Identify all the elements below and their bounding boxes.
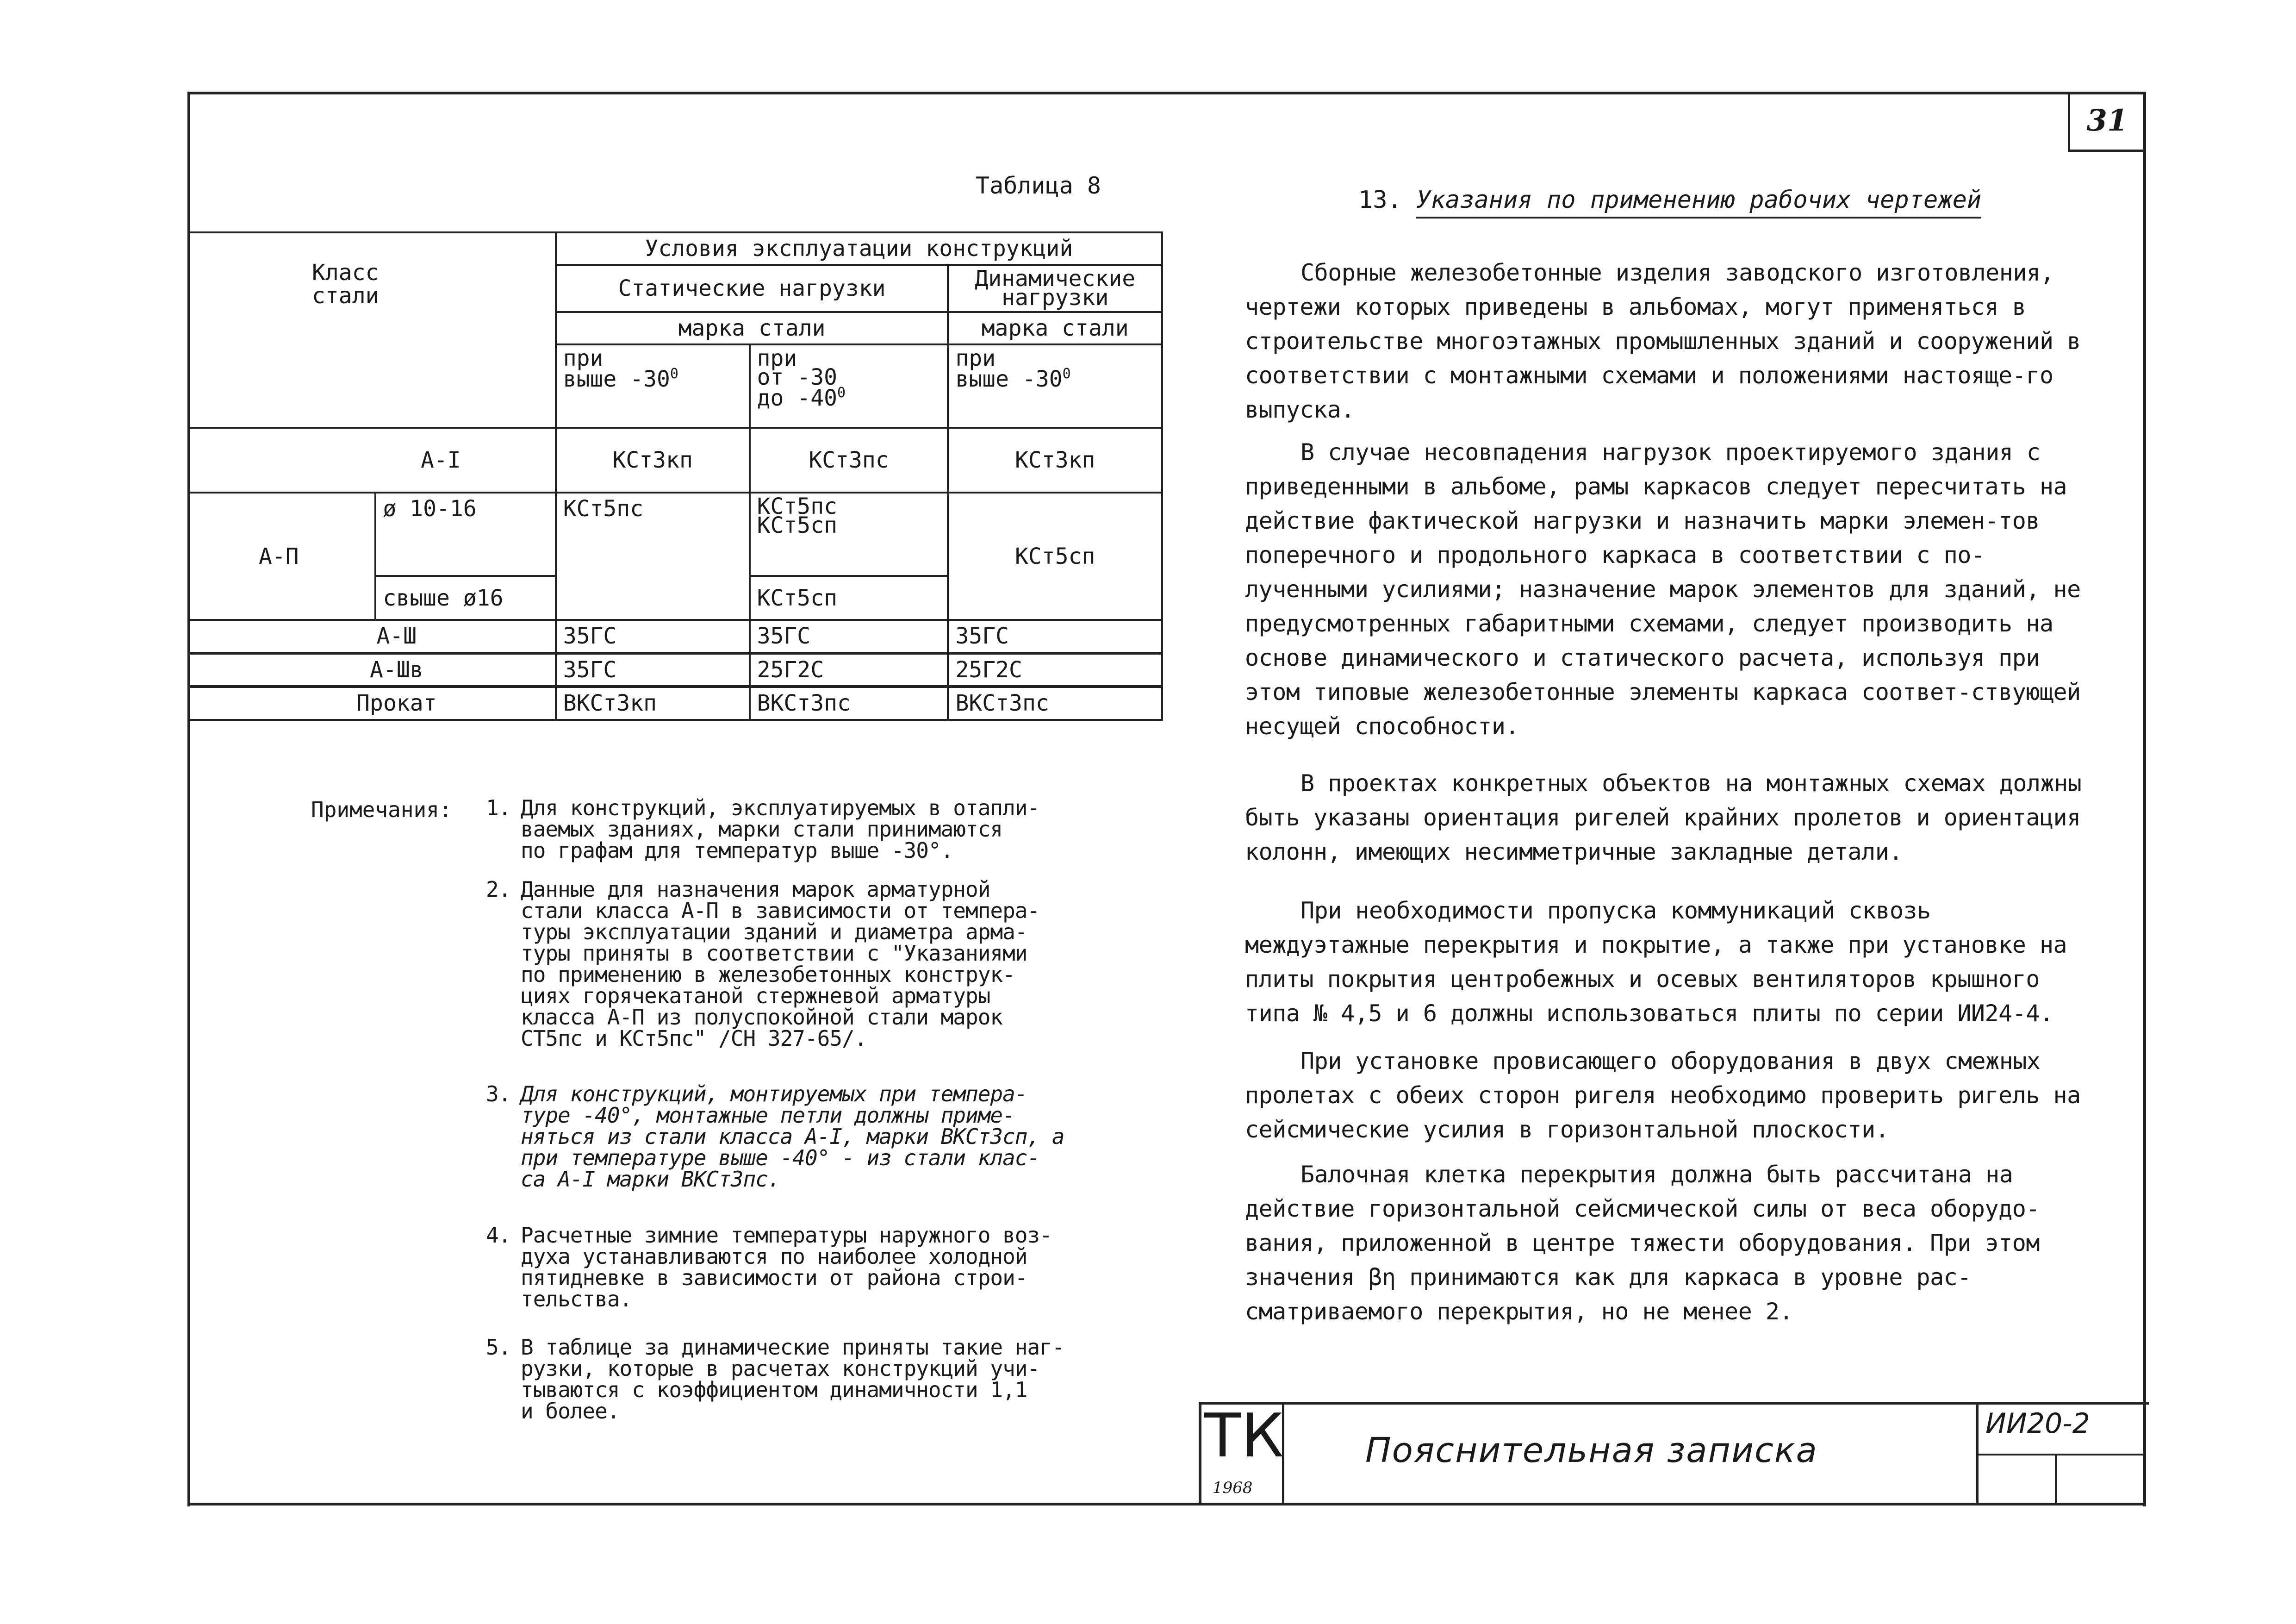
note-5 — [486, 1335, 1132, 1424]
header-static: Статические нагрузки — [556, 265, 948, 312]
note-4-number: 4. — [486, 1223, 511, 1248]
table-caption: Таблица 8 — [976, 172, 1101, 199]
row-a1-class: А-I — [188, 428, 556, 493]
section-number: 13. — [1358, 186, 1402, 214]
header-mark-static: марка стали — [556, 312, 948, 344]
header-temp-1 — [556, 344, 750, 428]
deg-1: 0 — [670, 366, 678, 382]
note-4 — [486, 1223, 1132, 1312]
row-prokat-v2: ВКСт3пс — [750, 687, 948, 719]
note-4-text: Расчетные зимние температуры наружного воз- духа устанавливаются по наиболее холодной пятидневке в зависимости от района строи- тельства. — [521, 1223, 1052, 1312]
header-mark-dynamic: марка стали — [948, 312, 1162, 344]
title-block-title: Пояснительная записка — [1365, 1430, 1818, 1470]
row-a3-v1: 35ГС — [556, 620, 750, 653]
title-block-vdivider — [2055, 1454, 2057, 1503]
row-a1-v1: КСт3кп — [556, 428, 750, 493]
paragraph-3: В проектах конкретных объектов на монтажных схемах должны быть указаны ориентация ригелей крайних пролетов и ориентация колонн, имеющих несимметричные закладные детали. — [1245, 770, 2082, 865]
temp-1-text: при выше -30 — [563, 345, 670, 393]
row-a2-sub2: свыше ø16 — [375, 576, 555, 620]
note-1-number: 1. — [486, 795, 511, 820]
header-temp-3 — [948, 344, 1162, 428]
row-a3-class: А-Ш — [188, 620, 556, 653]
note-3-text: Для конструкций, монтируемых при темпера- туре -40°, монтажные петли должны приме- няться из стали класса А-I, марки ВКСт3сп, а при температуре выше -40° - из стали клас- са А-I марки ВКСт3пс. — [521, 1081, 1064, 1192]
header-dynamic: Динамические нагрузки — [948, 265, 1162, 312]
sheet-number — [2068, 92, 2144, 152]
note-2-number: 2. — [486, 877, 511, 902]
row-a2-v3: КСт5сп — [948, 493, 1162, 620]
paragraph-4: При необходимости пропуска коммуникаций сквозь междуэтажные перекрытия и покрытие, а также при установке на плиты покрытия центробежных и осевых вентиляторов крышного типа № 4,5 и 6 должны использоваться плиты по серии ИИ24-4. — [1245, 897, 2067, 1027]
paragraph-6: Балочная клетка перекрытия должна быть рассчитана на действие горизонтальной сейсмической силы от веса оборудо-вания, приложенной в центре тяжести оборудования. При этом значения βη принимаются как для каркаса в уровне рас-сматриваемого перекрытия, но не менее 2. — [1245, 1161, 2040, 1325]
section-title: Указания по применению рабочих чертежей — [1416, 186, 1981, 219]
steel-grade-table — [187, 231, 1163, 721]
row-a2-v1: КСт5пс — [556, 493, 750, 620]
row-prokat-v1: ВКСт3кп — [556, 687, 750, 719]
paragraph-2: В случае несовпадения нагрузок проектируемого здания с приведенными в альбоме, рамы каркасов следует пересчитать на действие фактической нагрузки и назначить марки элемен-тов поперечного и продольного каркаса в соответствии с по-лученными усилиями; назначение марок элементов для зданий, не предусмотренных габаритными схемами, следует производить на основе динамического и статического расчета, используя при этом типовые железобетонные элементы каркаса соответ-ствующей несущей способности. — [1245, 439, 2081, 740]
row-prokat-v3: ВКСт3пс — [948, 687, 1162, 719]
note-2-text: Данные для назначения марок арматурной стали класса А-П в зависимости от темпера- туры эксплуатации зданий и диаметра арма- туры приняты в соответствии с "Указаниями по применению в железобетонных конструк- циях горячекатаной стержневой арматуры класса А-П из полуспокойной стали марок СТ5пс и КСт5пс" /СН 327-65/. — [521, 877, 1040, 1051]
series-code: ИИ20-2 — [1985, 1407, 2090, 1440]
temp-2-text: при от -30 до -40 — [757, 345, 837, 411]
row-a3v-v3: 25Г2С — [948, 653, 1162, 687]
row-a2-v2a: КСт5пс КСт5сп — [750, 493, 948, 576]
tk-mark: ТК — [1204, 1400, 1284, 1471]
row-a3v-class: А-Шв — [188, 653, 556, 687]
row-a3-v3: 35ГС — [948, 620, 1162, 653]
paragraph-1: Сборные железобетонные изделия заводского изготовления, чертежи которых приведены в альбомах, могут применяться в строительстве многоэтажных промышленных зданий и сооружений в соответствии с монтажными схемами и положениями настояще-го выпуска. — [1245, 259, 2081, 423]
row-a2-class: А-П — [188, 493, 375, 620]
note-2 — [486, 877, 1132, 1051]
temp-3-text: при выше -30 — [955, 345, 1063, 393]
row-a1-v3: КСт3кп — [948, 428, 1162, 493]
notes-label: Примечания: — [311, 797, 452, 822]
note-5-number: 5. — [486, 1335, 511, 1360]
row-a2-v2b: КСт5сп — [750, 576, 948, 620]
header-class: Класс стали — [188, 232, 556, 428]
title-block-divider — [1979, 1454, 2146, 1455]
note-5-text: В таблице за динамические приняты такие наг- рузки, которые в расчетах конструкций учи- тываются с коэффициентом динамичности 1,1 и более. — [521, 1335, 1064, 1424]
row-a3v-v1: 35ГС — [556, 653, 750, 687]
paragraph-5: При установке провисающего оборудования в двух смежных пролетах с обеих сторон ригеля необходимо проверить ригель на сейсмические усилия в горизонтальной плоскости. — [1245, 1048, 2081, 1143]
note-3 — [486, 1081, 1132, 1192]
section-heading — [1358, 186, 1981, 214]
header-conditions: Условия эксплуатации конструкций — [556, 232, 1162, 265]
year: 1968 — [1213, 1479, 1253, 1497]
sheet-number-text: 31 — [2086, 103, 2128, 138]
note-1-text: Для конструкций, эксплуатируемых в отапли- ваемых зданиях, марки стали принимаются по графам для температур выше -30°. — [521, 795, 1040, 863]
deg-2: 0 — [837, 384, 846, 401]
row-a3v-v2: 25Г2С — [750, 653, 948, 687]
deg-3: 0 — [1062, 366, 1071, 382]
row-a2-sub1: ø 10-16 — [375, 493, 555, 576]
note-3-number: 3. — [486, 1081, 511, 1106]
header-temp-2 — [750, 344, 948, 428]
row-prokat-class: Прокат — [188, 687, 556, 719]
note-1 — [486, 795, 1132, 863]
row-a1-v2: КСт3пс — [750, 428, 948, 493]
row-a3-v2: 35ГС — [750, 620, 948, 653]
